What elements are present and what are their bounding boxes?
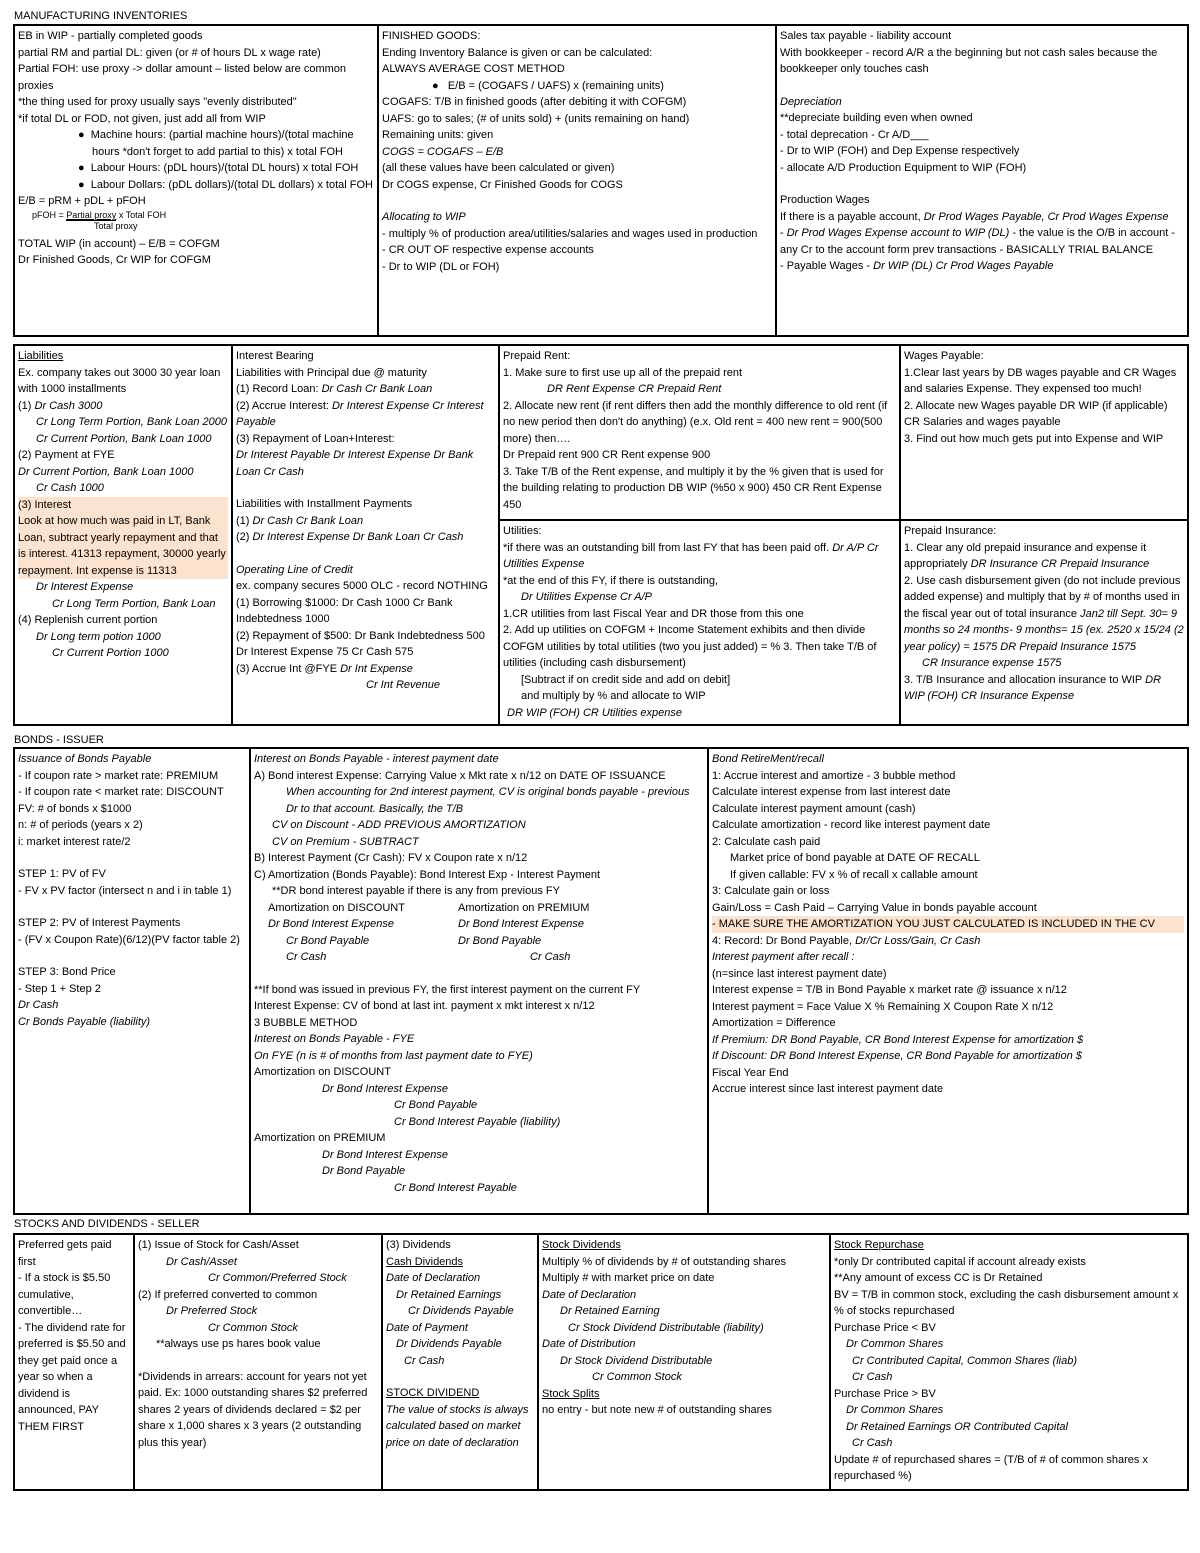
st4-line: Multiply % of dividends by # of outstanding shares (542, 1255, 786, 1268)
liab-line: Ex. company takes out 3000 30 year loan with 1000 installments (18, 366, 221, 395)
bi-line: **If bond was issued in previous FY, the first interest payment on the current FY (254, 983, 641, 996)
pi-line: 1. Clear any old prepaid insurance and expense it appropriately DR Insurance CR Prepaid Insurance (904, 541, 1150, 570)
bi-line: On FYE (n is # of months from last payment date to FYE) (254, 1049, 533, 1062)
wip-line: Partial FOH: use proxy -> dollar amount – listed below are common proxies (18, 63, 347, 92)
bi-line: Cr Bond Interest Payable (394, 1181, 517, 1194)
st3-line: Cash Dividends (386, 1255, 464, 1268)
st5-line: Cr Cash (852, 1437, 893, 1449)
br-line: Interest payment after recall : (712, 951, 855, 963)
olc-heading: Operating Line of Credit (236, 563, 353, 576)
dep-line: - Dr to WIP (FOH) and Dep Expense respectively (780, 145, 1020, 157)
stock-repurchase-cell (830, 1234, 1188, 1490)
pfoh-fraction: Partial proxy (66, 210, 117, 221)
br-line: Interest expense = T/B in Bond Payable x market rate @ issuance x n/12 (712, 984, 1067, 996)
ut-line: Utilities: (503, 525, 542, 537)
br-line: Gain/Loss = Cash Paid – Carrying Value in bonds payable account (712, 901, 1037, 914)
amortization-columns: Amortization on DISCOUNT Dr Bond Interest Expense Cr Bond Payable Cr Cash Amortization on PREMIUM Dr Bond Interest Expense Dr Bond Payable Cr Cash (268, 901, 590, 963)
ib-line: (1) Dr Cash Cr Bank Loan (236, 514, 364, 527)
st1-line: Preferred gets paid first (18, 1239, 112, 1268)
br-line: Fiscal Year End (712, 1066, 789, 1079)
dividends-cell (382, 1234, 538, 1490)
st5-line: Dr Retained Earnings OR Contributed Capital (846, 1420, 1068, 1433)
bi-line: 3 BUBBLE METHOD (254, 1016, 358, 1029)
bond-line: n: # of periods (years x 2) (18, 819, 143, 831)
prod-wages-line: - Dr Prod Wages Expense account to WIP (DL) - the value is the O/B in account - any Cr to the account form prev transactions - BASICALLY TRIAL BALANCE (780, 227, 1175, 256)
section-title-bonds: BONDS - ISSUER (14, 734, 104, 746)
wip-cell (14, 25, 378, 336)
ib-line: Interest Bearing (236, 350, 314, 362)
wp-line: 3. Find out how much gets put into Expense and WIP (904, 432, 1164, 445)
liab-line: Cr Current Portion, Bank Loan 1000 (36, 432, 212, 445)
wip-line: *the thing used for proxy usually says "evenly distributed" (18, 96, 297, 108)
liab-line: Cr Long Term Portion, Bank Loan 2000 (36, 416, 227, 428)
bi-line: CV on Discount - ADD PREVIOUS AMORTIZATION (272, 819, 526, 831)
st3-line: (3) Dividends (386, 1239, 451, 1251)
ib-line: (3) Accrue Int @FYE Dr Int Expense (236, 662, 413, 675)
liab-line: Cr Cash 1000 (36, 482, 104, 494)
prepaid-rent-cell (499, 345, 900, 520)
bond-line: STEP 1: PV of FV (18, 868, 106, 880)
st5-line: *only Dr contributed capital if account already exists (834, 1255, 1086, 1268)
pr-line: 1. Make sure to first use up all of the prepaid rent (503, 366, 743, 379)
ut-line: DR WIP (FOH) CR Utilities expense (507, 706, 683, 719)
pi-line: 2. Use cash disbursement given (do not include previous added expense) and multiply that by # of months used in the fiscal year out of total insurance Jan2 till Sept. 30= 9 months so 24 months- 9 months= 15 (ex. 2520 x 15/24 (2 year policy) = 1575 DR Prepaid Insurance 1575 (904, 574, 1184, 653)
st4-line: Stock Dividends (542, 1239, 621, 1251)
st3-line: The value of stocks is always calculated based on market price on date of declaration (386, 1403, 529, 1449)
br-line: Calculate amortization - record like interest payment date (712, 819, 991, 831)
manufacturing-table (13, 24, 1189, 337)
ib-line: (1) Record Loan: Dr Cash Cr Bank Loan (236, 383, 433, 395)
fg-cogs: COGS = COGAFS – E/B (382, 145, 504, 158)
st4-line: no entry - but note new # of outstanding shares (542, 1404, 772, 1416)
ib-line: Liabilities with Installment Payments (236, 498, 413, 510)
bond-interest-cell (250, 748, 708, 1214)
st2-line: *Dividends in arrears: account for years not yet paid. Ex: 1000 outstanding shares $2 preferred shares 2 years of dividends declared = $2 per share x 1,000 shares x 3 years (2 outstanding plus this year) (138, 1370, 368, 1449)
pr-line: Prepaid Rent: (503, 350, 571, 362)
liabilities-cell (14, 345, 232, 725)
bond-line: Issuance of Bonds Payable (18, 753, 152, 765)
wip-bullet: ● Labour Dollars: (pDL dollars)/(total DL dollars) x total FOH (78, 178, 373, 191)
br-line: Accrue interest since last interest payment date (712, 1083, 944, 1095)
dep-line: **depreciate building even when owned (780, 112, 973, 124)
alloc-line: - CR OUT OF respective expense accounts (382, 244, 594, 256)
prod-wages-heading: Production Wages (780, 194, 870, 206)
st5-line: Dr Common Shares (846, 1404, 944, 1416)
bond-line: - FV x PV factor (intersect n and i in table 1) (18, 884, 232, 897)
section-title-stocks: STOCKS AND DIVIDENDS - SELLER (14, 1218, 200, 1230)
wip-line: partial RM and partial DL: given (or # of hours DL x wage rate) (18, 46, 321, 59)
fg-line: FINISHED GOODS: (382, 30, 481, 42)
st5-line: Cr Contributed Capital, Common Shares (liab) (852, 1354, 1077, 1367)
stock-issue-cell (134, 1234, 382, 1490)
st3-line: Dr Dividends Payable (396, 1338, 502, 1350)
liab-line: (1) Dr Cash 3000 (18, 399, 103, 412)
st4-line: Stock Splits (542, 1387, 600, 1400)
bond-issuance-cell (14, 748, 250, 1214)
bond-retirement-cell (708, 748, 1188, 1214)
st3-line: Cr Dividends Payable (408, 1305, 514, 1317)
st4-line: Date of Distribution (542, 1338, 636, 1350)
st5-line: Stock Repurchase (834, 1239, 924, 1251)
pr-line: Dr Prepaid rent 900 CR Rent expense 900 (503, 449, 711, 461)
fg-bullet: ● E/B = (COGAFS / UAFS) x (remaining units) (432, 79, 664, 92)
bi-line: CV on Premium - SUBTRACT (272, 835, 419, 848)
bond-line: STEP 3: Bond Price (18, 966, 116, 978)
section-title-manufacturing: MANUFACTURING INVENTORIES (14, 10, 188, 22)
st2-line: **always use ps hares book value (156, 1338, 321, 1350)
pi-line: CR Insurance expense 1575 (922, 657, 1062, 669)
br-line: Calculate interest expense from last interest date (712, 786, 951, 798)
br-line: If Discount: DR Bond Interest Expense, CR Bond Payable for amortization $ (712, 1050, 1082, 1062)
stp-line: With bookkeeper - record A/R a the beginning but not cash sales because the bookkeeper only touches cash (780, 46, 1158, 75)
br-line: If given callable: FV x % of recall x callable amount (730, 868, 978, 881)
ut-line: *if there was an outstanding bill from last FY that has been paid off. Dr A/P Cr Utilities Expense (503, 541, 879, 570)
ib-line: (3) Repayment of Loan+Interest: (236, 432, 395, 445)
bi-line: B) Interest Payment (Cr Cash): FV x Coupon rate x n/12 (254, 852, 528, 864)
st3-line: Dr Retained Earnings (396, 1288, 502, 1301)
br-line: If Premium: DR Bond Payable, CR Bond Interest Expense for amortization $ (712, 1033, 1084, 1046)
wip-line: TOTAL WIP (in account) – E/B = COFGM (18, 237, 220, 250)
bond-line: i: market interest rate/2 (18, 835, 131, 848)
bi-line: Cr Bond Payable (394, 1099, 478, 1111)
ut-line: *at the end of this FY, if there is outstanding, (503, 574, 719, 587)
st4-line: Multiply # with market price on date (542, 1272, 715, 1284)
eb-formula: E/B = pRM + pDL + pFOH (18, 195, 146, 207)
fg-line: Dr COGS expense, Cr Finished Goods for COGS (382, 178, 623, 191)
br-line: 3: Calculate gain or loss (712, 885, 830, 897)
wp-line: 1.Clear last years by DB wages payable and CR Wages and salaries Expense. They expensed too much! (904, 366, 1177, 395)
bond-line: - If coupon rate > market rate: PREMIUM (18, 769, 219, 782)
br-line: Interest payment = Face Value X % Remaining X Coupon Rate X n/12 (712, 1000, 1054, 1013)
st4-line: Dr Stock Dividend Distributable (560, 1354, 713, 1367)
prod-wages-line: If there is a payable account, Dr Prod Wages Payable, Cr Prod Wages Expense (780, 210, 1169, 223)
bond-line: Dr Cash (18, 999, 59, 1011)
bi-line: When accounting for 2nd interest payment, CV is original bonds payable - previous Dr to that account. Basically, the T/B (286, 786, 690, 815)
liab-line: (3) Interest (18, 497, 228, 514)
ut-line: 2. Add up utilities on COFGM + Income Statement exhibits and then divide COFGM utilities by total utilities (two you just added) = % 3. Then take T/B of utilities (including cash disbursement) (503, 624, 877, 669)
ib-line: Dr Interest Payable Dr Interest Expense Dr Bank Loan Cr Cash (236, 449, 474, 478)
st3-line: Date of Payment (386, 1321, 468, 1334)
liab-line: Dr Long term potion 1000 (36, 630, 161, 643)
st3-line: Cr Cash (404, 1354, 445, 1367)
br-line: Calculate interest payment amount (cash) (712, 802, 916, 815)
br-line: Market price of bond payable at DATE OF RECALL (730, 852, 980, 864)
br-line: (n=since last interest payment date) (712, 967, 887, 980)
st5-line: Cr Cash (852, 1371, 893, 1383)
st4-line: Dr Retained Earning (560, 1305, 660, 1317)
st1-line: - The dividend rate for preferred is $5.50 and they get paid once a year so when a dividend is announced, PAY THEM FIRST (18, 1321, 126, 1433)
bond-line: Cr Bonds Payable (liability) (18, 1015, 151, 1028)
st5-line: **Any amount of excess CC is Dr Retained (834, 1272, 1043, 1284)
bi-line: A) Bond interest Expense: Carrying Value x Mkt rate x n/12 on DATE OF ISSUANCE (254, 769, 666, 782)
br-line: Bond RetireMent/recall (712, 753, 824, 765)
dep-line: - total deprecation - Cr A/D___ (780, 128, 929, 141)
br-highlight-note: - MAKE SURE THE AMORTIZATION YOU JUST CALCULATED IS INCLUDED IN THE CV (712, 916, 1184, 933)
bond-line: STEP 2: PV of Interest Payments (18, 917, 181, 929)
bonds-table (13, 747, 1189, 1215)
br-line: 2: Calculate cash paid (712, 835, 821, 848)
liab-highlight-note: Look at how much was paid in LT, Bank Loan, subtract yearly repayment and that is interest. 41313 repayment, 30000 yearly repayment. Int expense is 11313 (18, 513, 228, 579)
st2-line: Cr Common Stock (208, 1321, 298, 1334)
ib-line: (2) Dr Interest Expense Dr Bank Loan Cr Cash (236, 531, 464, 543)
bi-line: Interest on Bonds Payable - FYE (254, 1033, 415, 1045)
pi-line: Prepaid Insurance: (904, 525, 997, 537)
st2-line: Dr Preferred Stock (166, 1305, 258, 1317)
st2-line: (1) Issue of Stock for Cash/Asset (138, 1239, 299, 1251)
liab-line: Dr Interest Expense (36, 581, 134, 593)
wip-bullet: ● Machine hours: (partial machine hours)/(total machine hours *don't forget to add partial to this) x total FOH (78, 129, 354, 158)
bond-line: - (FV x Coupon Rate)(6/12)(PV factor table 2) (18, 933, 240, 946)
pfoh-formula: pFOH = Partial proxy x Total FOH Total proxy (32, 209, 167, 231)
depreciation-heading: Depreciation (780, 95, 842, 108)
st2-line: Cr Common/Preferred Stock (208, 1272, 347, 1284)
pr-line: 2. Allocate new rent (if rent differs then add the monthly difference to old rent (if no new period then don't do anything) (e.x. Old rent = 400 new rent = 900(500 more) then…. (503, 399, 888, 445)
ut-line: Dr Utilities Expense Cr A/P (521, 591, 653, 603)
preferred-cell (14, 1234, 134, 1490)
sales-tax-cell (776, 25, 1188, 336)
st2-line: (2) If preferred converted to common (138, 1288, 318, 1301)
st4-line: Cr Stock Dividend Distributable (liability) (568, 1321, 764, 1334)
utilities-cell (499, 520, 900, 725)
st2-line: Dr Cash/Asset (166, 1255, 237, 1268)
bond-line: - If coupon rate < market rate: DISCOUNT (18, 786, 224, 798)
fg-line: Remaining units: given (382, 129, 494, 141)
liab-line: (4) Replenish current portion (18, 614, 158, 626)
br-line: 1: Accrue interest and amortize - 3 bubble method (712, 769, 956, 782)
ib-line: Cr Int Revenue (366, 679, 440, 691)
bi-line: **DR bond interest payable if there is any from previous FY (272, 885, 560, 897)
wip-line: EB in WIP - partially completed goods (18, 30, 203, 42)
pi-line: 3. T/B Insurance and allocation insurance to WIP DR WIP (FOH) CR Insurance Expense (904, 673, 1162, 702)
alloc-line: - Dr to WIP (DL or FOH) (382, 260, 500, 273)
ut-line: [Subtract if on credit side and add on debit] (521, 673, 731, 686)
bi-line: Interest Expense: CV of bond at last int. payment x mkt interest x n/12 (254, 1000, 595, 1012)
fg-line: UAFS: go to sales; (# of units sold) + (units remaining on hand) (382, 112, 690, 125)
bi-line: Dr Bond Interest Expense (322, 1148, 448, 1161)
wages-payable-cell (900, 345, 1188, 520)
br-line: 4: Record: Dr Bond Payable, Dr/Cr Loss/Gain, Cr Cash (712, 934, 981, 947)
st5-line: Update # of repurchased shares = (T/B of # of common shares x repurchased %) (834, 1453, 1148, 1482)
ib-line: (2) Accrue Interest: Dr Interest Expense Cr Interest Payable (236, 399, 484, 428)
liabilities-table (13, 344, 1189, 726)
st5-line: BV = T/B in common stock, excluding the cash disbursement amount x % of stocks repurchased (834, 1288, 1179, 1317)
st5-line: Dr Common Shares (846, 1338, 944, 1350)
st4-line: Cr Common Stock (592, 1371, 682, 1383)
st3-line: Date of Declaration (386, 1272, 481, 1284)
bi-line: Cr Bond Interest Payable (liability) (394, 1115, 561, 1128)
liab-line: (2) Payment at FYE (18, 449, 115, 461)
ib-line: (2) Repayment of $500: Dr Bank Indebtedness 500 Dr Interest Expense 75 Cr Cash 575 (236, 629, 485, 658)
wip-bullet: ● Labour Hours: (pDL hours)/(total DL hours) x total FOH (78, 162, 359, 174)
st3-line: STOCK DIVIDEND (386, 1387, 480, 1399)
ut-line: 1.CR utilities from last Fiscal Year and DR those from this one (503, 607, 804, 620)
prod-wages-line: - Payable Wages - Dr WIP (DL) Cr Prod Wages Payable (780, 260, 1054, 272)
ut-line: and multiply by % and allocate to WIP (521, 690, 706, 702)
bi-line: Amortization on DISCOUNT (254, 1066, 391, 1078)
alloc-heading: Allocating to WIP (382, 211, 466, 223)
bond-line: FV: # of bonds x $1000 (18, 802, 132, 815)
st5-line: Purchase Price > BV (834, 1387, 936, 1400)
br-line: Amortization = Difference (712, 1017, 836, 1029)
liab-line: Cr Current Portion 1000 (52, 647, 169, 659)
fg-line: COGAFS: T/B in finished goods (after debiting it with COFGM) (382, 96, 687, 108)
dep-line: - allocate A/D Production Equipment to WIP (FOH) (780, 161, 1027, 174)
fg-line: ALWAYS AVERAGE COST METHOD (382, 63, 565, 75)
alloc-line: - multiply % of production area/utilities/salaries and wages used in production (382, 227, 758, 240)
liab-line: Dr Current Portion, Bank Loan 1000 (18, 465, 194, 478)
ib-line: (1) Borrowing $1000: Dr Cash 1000 Cr Bank Indebtedness 1000 (236, 596, 453, 625)
ib-line: Liabilities with Principal due @ maturity (236, 366, 427, 379)
st5-line: Purchase Price < BV (834, 1321, 936, 1334)
bi-line: Interest on Bonds Payable - interest payment date (254, 753, 499, 765)
prepaid-insurance-cell (900, 520, 1188, 725)
fg-line: (all these values have been calculated or given) (382, 162, 615, 174)
stp-line: Sales tax payable - liability account (780, 30, 952, 42)
stock-dividends-cell (538, 1234, 830, 1490)
wip-line: Dr Finished Goods, Cr WIP for COFGM (18, 254, 211, 266)
bi-line: Dr Bond Interest Expense (322, 1082, 448, 1095)
pr-line: 3. Take T/B of the Rent expense, and multiply it by the % given that is used for the building relating to production DB WIP (%50 x 900) 450 CR Rent Expense 450 (503, 465, 884, 511)
finished-goods-cell (378, 25, 776, 336)
liabilities-heading: Liabilities (18, 350, 64, 362)
stocks-table (13, 1233, 1189, 1491)
wp-line: 2. Allocate new Wages payable DR WIP (if applicable) CR Salaries and wages payable (904, 399, 1168, 428)
wp-line: Wages Payable: (904, 350, 984, 362)
st4-line: Date of Declaration (542, 1288, 637, 1301)
st1-line: - If a stock is $5.50 cumulative, convertible… (18, 1272, 111, 1317)
bi-line: Amortization on PREMIUM (254, 1132, 386, 1144)
pr-line: DR Rent Expense CR Prepaid Rent (547, 383, 722, 395)
fg-line: Ending Inventory Balance is given or can be calculated: (382, 46, 653, 59)
liab-line: Cr Long Term Portion, Bank Loan (52, 597, 216, 610)
bi-line: Dr Bond Payable (322, 1165, 406, 1177)
bond-line: - Step 1 + Step 2 (18, 982, 101, 995)
wip-line: *if total DL or FOD, not given, just add all from WIP (18, 112, 266, 125)
ib-line: ex. company secures 5000 OLC - record NOTHING (236, 580, 488, 592)
interest-bearing-cell (232, 345, 499, 725)
bi-line: C) Amortization (Bonds Payable): Bond Interest Exp - Interest Payment (254, 868, 601, 881)
